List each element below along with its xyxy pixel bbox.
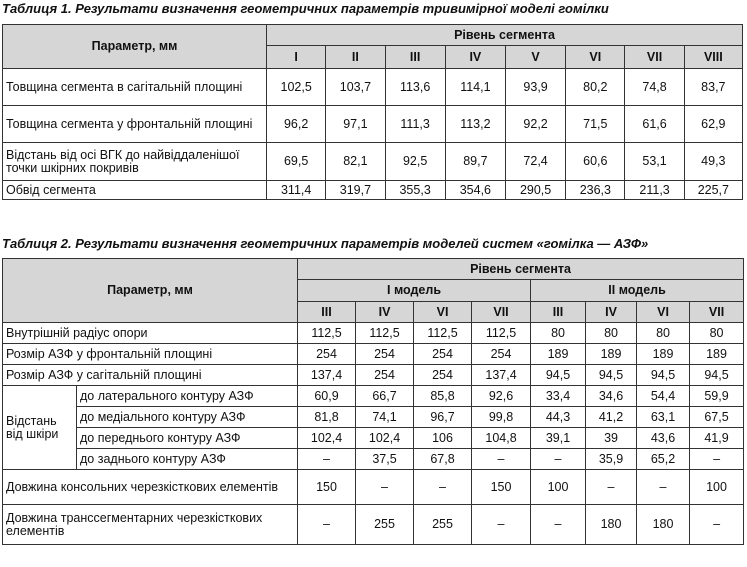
value-cell: – <box>414 470 472 505</box>
value-cell: 61,6 <box>625 106 684 143</box>
value-cell: 189 <box>586 344 637 365</box>
value-cell: 254 <box>356 344 414 365</box>
value-cell: 60,9 <box>298 386 356 407</box>
table1-level-header-cell: VI <box>566 46 625 69</box>
value-cell: 354,6 <box>445 181 505 200</box>
value-cell: 80 <box>586 323 637 344</box>
value-cell: 33,4 <box>531 386 586 407</box>
value-cell: 94,5 <box>690 365 744 386</box>
value-cell: 60,6 <box>566 143 625 181</box>
table1-caption: Таблиця 1. Результати визначення геометричних параметрів тривимірної моделі гомілки <box>2 1 609 16</box>
value-cell: 103,7 <box>326 69 385 106</box>
value-cell: 254 <box>356 365 414 386</box>
table2-level-header: Рівень сегмента <box>298 259 744 280</box>
value-cell: 102,5 <box>267 69 326 106</box>
value-cell: 355,3 <box>385 181 445 200</box>
value-cell: 67,8 <box>414 449 472 470</box>
value-cell: 311,4 <box>267 181 326 200</box>
value-cell: – <box>690 505 744 545</box>
value-cell: 137,4 <box>298 365 356 386</box>
value-cell: 39 <box>586 428 637 449</box>
value-cell: 255 <box>414 505 472 545</box>
value-cell: 102,4 <box>298 428 356 449</box>
table-row <box>3 106 743 143</box>
value-cell: – <box>531 505 586 545</box>
table2-param-header: Параметр, мм <box>3 259 298 323</box>
value-cell: 54,4 <box>637 386 690 407</box>
value-cell: 189 <box>690 344 744 365</box>
value-cell: 94,5 <box>586 365 637 386</box>
value-cell: 94,5 <box>637 365 690 386</box>
table-row <box>3 386 744 407</box>
table1 <box>2 24 743 200</box>
table-row <box>3 505 744 545</box>
value-cell: 180 <box>586 505 637 545</box>
table2-level-header-cell: IV <box>356 302 414 323</box>
value-cell: 93,9 <box>505 69 565 106</box>
table2-level-header-cell: IV <box>586 302 637 323</box>
table-row <box>3 449 744 470</box>
table-row <box>3 428 744 449</box>
table1-level-header-cell: VIII <box>684 46 742 69</box>
table-row <box>3 69 743 106</box>
value-cell: 254 <box>414 365 472 386</box>
value-cell: – <box>690 449 744 470</box>
value-cell: 85,8 <box>414 386 472 407</box>
value-cell: 100 <box>690 470 744 505</box>
value-cell: 72,4 <box>505 143 565 181</box>
value-cell: 43,6 <box>637 428 690 449</box>
value-cell: – <box>356 470 414 505</box>
row-label: Товщина сегмента в сагітальній площині <box>3 69 267 106</box>
table1-level-header-cell: V <box>505 46 565 69</box>
value-cell: – <box>637 470 690 505</box>
value-cell: 150 <box>298 470 356 505</box>
table1-level-header-cell: II <box>326 46 385 69</box>
table1-level-header: Рівень сегмента <box>267 25 743 46</box>
value-cell: – <box>298 449 356 470</box>
value-cell: 35,9 <box>586 449 637 470</box>
value-cell: 74,1 <box>356 407 414 428</box>
value-cell: 112,5 <box>298 323 356 344</box>
table2-model2-header: II модель <box>531 280 744 302</box>
value-cell: 254 <box>414 344 472 365</box>
row-label: Внутрішній радіус опори <box>3 323 298 344</box>
value-cell: 69,5 <box>267 143 326 181</box>
value-cell: 189 <box>637 344 690 365</box>
value-cell: 41,9 <box>690 428 744 449</box>
table2-level-header-cell: III <box>531 302 586 323</box>
value-cell: 290,5 <box>505 181 565 200</box>
value-cell: 53,1 <box>625 143 684 181</box>
value-cell: 92,2 <box>505 106 565 143</box>
distance-group-label: Відстань від шкіри <box>3 386 77 470</box>
table-row <box>3 407 744 428</box>
value-cell: 113,6 <box>385 69 445 106</box>
table1-level-header-cell: VII <box>625 46 684 69</box>
value-cell: 39,1 <box>531 428 586 449</box>
value-cell: – <box>472 505 531 545</box>
value-cell: 92,6 <box>472 386 531 407</box>
value-cell: 92,5 <box>385 143 445 181</box>
value-cell: 49,3 <box>684 143 742 181</box>
value-cell: 225,7 <box>684 181 742 200</box>
table2-level-header-cell: VI <box>414 302 472 323</box>
table2-model1-header: I модель <box>298 280 531 302</box>
value-cell: 34,6 <box>586 386 637 407</box>
value-cell: 254 <box>472 344 531 365</box>
value-cell: 67,5 <box>690 407 744 428</box>
table2-caption: Таблиця 2. Результати визначення геометричних параметрів моделей систем «гомілка — АЗФ» <box>2 236 649 251</box>
table-row <box>3 143 743 181</box>
value-cell: 82,1 <box>326 143 385 181</box>
value-cell: – <box>472 449 531 470</box>
row-label: до латерального контуру АЗФ <box>77 386 298 407</box>
value-cell: 74,8 <box>625 69 684 106</box>
value-cell: 44,3 <box>531 407 586 428</box>
value-cell: 102,4 <box>356 428 414 449</box>
row-label: Обвід сегмента <box>3 181 267 200</box>
table2-level-header-cell: III <box>298 302 356 323</box>
value-cell: – <box>531 449 586 470</box>
value-cell: 65,2 <box>637 449 690 470</box>
table1-param-header: Параметр, мм <box>3 25 267 69</box>
value-cell: 112,5 <box>414 323 472 344</box>
value-cell: 63,1 <box>637 407 690 428</box>
table-row <box>3 365 744 386</box>
value-cell: 96,7 <box>414 407 472 428</box>
value-cell: 80 <box>531 323 586 344</box>
value-cell: 89,7 <box>445 143 505 181</box>
value-cell: 236,3 <box>566 181 625 200</box>
value-cell: – <box>586 470 637 505</box>
value-cell: 150 <box>472 470 531 505</box>
value-cell: 114,1 <box>445 69 505 106</box>
row-label: до заднього контуру АЗФ <box>77 449 298 470</box>
table2-level-header-cell: VII <box>472 302 531 323</box>
value-cell: – <box>298 505 356 545</box>
value-cell: 97,1 <box>326 106 385 143</box>
value-cell: 211,3 <box>625 181 684 200</box>
value-cell: 113,2 <box>445 106 505 143</box>
value-cell: 96,2 <box>267 106 326 143</box>
value-cell: 37,5 <box>356 449 414 470</box>
value-cell: 112,5 <box>472 323 531 344</box>
value-cell: 83,7 <box>684 69 742 106</box>
value-cell: 94,5 <box>531 365 586 386</box>
row-label: Розмір АЗФ у сагітальній площині <box>3 365 298 386</box>
value-cell: 104,8 <box>472 428 531 449</box>
table-row <box>3 344 744 365</box>
value-cell: 62,9 <box>684 106 742 143</box>
value-cell: 106 <box>414 428 472 449</box>
row-label: до переднього контуру АЗФ <box>77 428 298 449</box>
table1-level-header-cell: III <box>385 46 445 69</box>
table2-level-header-cell: VI <box>637 302 690 323</box>
value-cell: 80 <box>637 323 690 344</box>
value-cell: 59,9 <box>690 386 744 407</box>
value-cell: 111,3 <box>385 106 445 143</box>
value-cell: 80,2 <box>566 69 625 106</box>
row-label: до медіального контуру АЗФ <box>77 407 298 428</box>
value-cell: 41,2 <box>586 407 637 428</box>
table1-level-header-cell: IV <box>445 46 505 69</box>
table1-level-header-cell: I <box>267 46 326 69</box>
table2-level-header-cell: VII <box>690 302 744 323</box>
value-cell: 180 <box>637 505 690 545</box>
value-cell: 112,5 <box>356 323 414 344</box>
table-row <box>3 470 744 505</box>
value-cell: 254 <box>298 344 356 365</box>
value-cell: 66,7 <box>356 386 414 407</box>
value-cell: 100 <box>531 470 586 505</box>
value-cell: 71,5 <box>566 106 625 143</box>
row-label: Товщина сегмента у фронтальній площині <box>3 106 267 143</box>
table2 <box>2 258 744 545</box>
value-cell: 137,4 <box>472 365 531 386</box>
row-label: Відстань від осі ВГК до найвіддаленішої точки шкірних покривів <box>3 143 267 181</box>
value-cell: 80 <box>690 323 744 344</box>
table-row <box>3 181 743 200</box>
row-label: Довжина транссегментарних черезкісткових елементів <box>3 505 298 545</box>
table-row <box>3 323 744 344</box>
value-cell: 189 <box>531 344 586 365</box>
value-cell: 99,8 <box>472 407 531 428</box>
row-label: Розмір АЗФ у фронтальній площині <box>3 344 298 365</box>
row-label: Довжина консольних черезкісткових елементів <box>3 470 298 505</box>
value-cell: 255 <box>356 505 414 545</box>
value-cell: 319,7 <box>326 181 385 200</box>
value-cell: 81,8 <box>298 407 356 428</box>
